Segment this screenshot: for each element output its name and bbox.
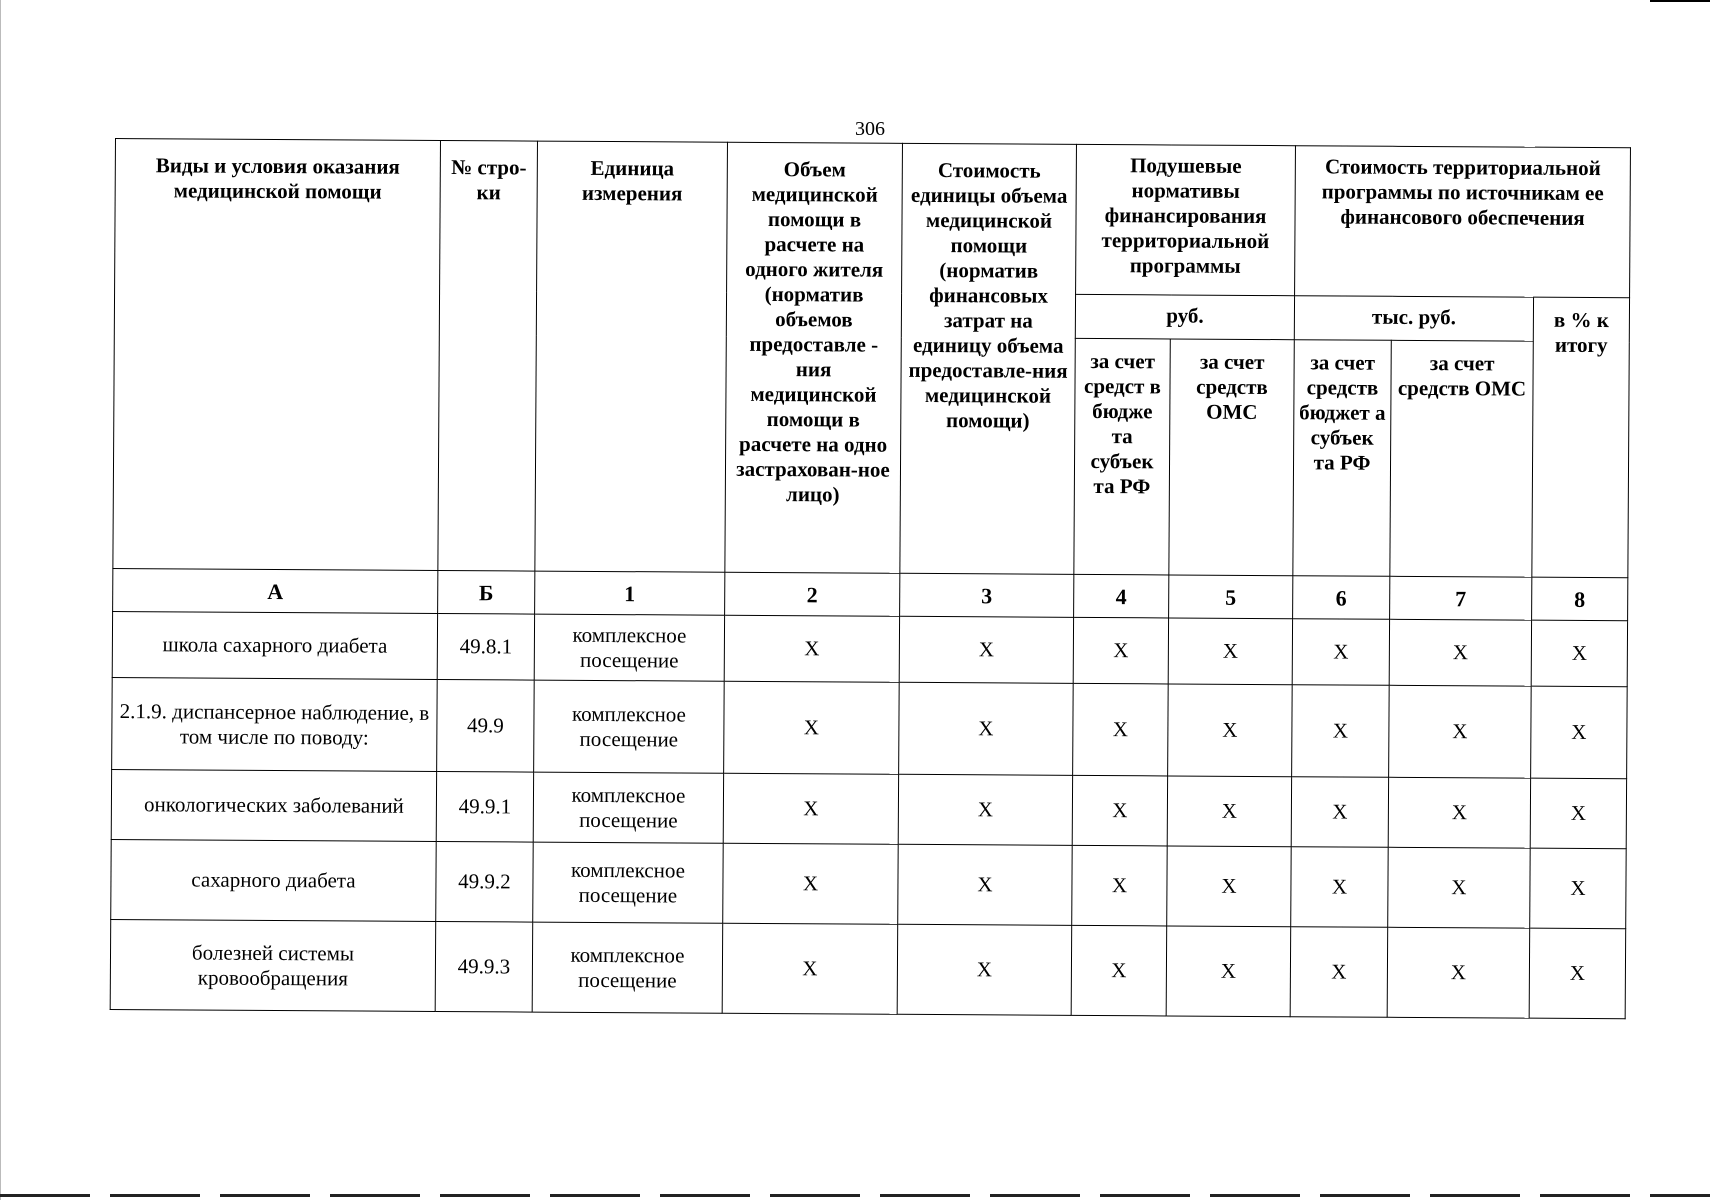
header-per-capita: Подушевые нормативы финансирования территориальной программы	[1076, 144, 1296, 295]
header-row-no: № стро-ки	[438, 140, 538, 571]
row-value-cell: X	[1071, 925, 1167, 1016]
financing-table	[110, 138, 1631, 1019]
row-name-cell: сахарного диабета	[111, 839, 436, 921]
row-value-cell: X	[1290, 927, 1388, 1018]
row-value-cell: X	[1530, 848, 1627, 929]
column-number: Б	[438, 570, 535, 614]
row-number-cell: 49.9.2	[436, 841, 533, 922]
row-unit-cell: комплексное посещение	[534, 680, 725, 773]
header-rub: руб.	[1075, 294, 1294, 339]
row-unit-cell: комплексное посещение	[533, 772, 723, 843]
row-value-cell: X	[724, 615, 899, 682]
row-name-cell: онкологических заболеваний	[111, 769, 436, 841]
header-thousand-rub: тыс. руб.	[1294, 296, 1533, 341]
table-row	[110, 919, 1626, 1018]
row-name-cell: 2.1.9. диспансерное наблюдение, в том числе по поводу:	[112, 677, 438, 771]
header-program-cost: Стоимость территориальной программы по источникам ее финансового обеспечения	[1295, 146, 1631, 298]
row-value-cell: X	[1072, 845, 1167, 926]
row-number-cell: 49.9	[437, 679, 535, 772]
table-row	[112, 677, 1628, 778]
row-value-cell: X	[1168, 684, 1293, 777]
row-value-cell: X	[899, 616, 1073, 683]
row-value-cell: X	[1291, 777, 1388, 848]
row-value-cell: X	[1168, 618, 1292, 685]
page-number: 306	[855, 118, 885, 140]
column-number: 3	[900, 573, 1074, 617]
row-value-cell: X	[724, 681, 900, 774]
row-value-cell: X	[897, 924, 1072, 1015]
scan-top-rule	[1650, 0, 1710, 2]
header-kind: Виды и условия оказания медицинской помощи	[113, 139, 441, 571]
row-value-cell: X	[1530, 778, 1626, 849]
column-number: 7	[1390, 576, 1532, 620]
row-name-cell: болезней системы кровообращения	[110, 919, 436, 1011]
row-value-cell: X	[1166, 926, 1291, 1017]
row-value-cell: X	[1292, 685, 1390, 778]
table-row	[111, 839, 1626, 928]
row-unit-cell: комплексное посещение	[533, 842, 723, 923]
row-number-cell: 49.9.3	[435, 921, 533, 1012]
row-value-cell: X	[1073, 683, 1169, 776]
column-number: 5	[1169, 575, 1293, 619]
row-unit-cell: комплексное посещение	[534, 614, 724, 681]
table-row	[111, 769, 1626, 848]
row-value-cell: X	[1529, 928, 1626, 1019]
row-value-cell: X	[1388, 847, 1530, 928]
row-value-cell: X	[1387, 927, 1530, 1018]
column-number: 6	[1293, 576, 1390, 620]
row-value-cell: X	[1167, 776, 1291, 847]
header-percent: в % к итогу	[1532, 297, 1630, 578]
column-number: 8	[1532, 577, 1628, 621]
row-value-cell: X	[1072, 775, 1167, 846]
header-unit: Единица измерения	[535, 141, 728, 572]
row-value-cell: X	[1291, 847, 1388, 928]
column-number: 1	[535, 571, 725, 615]
row-value-cell: X	[1531, 620, 1627, 687]
header-budget-thousand: за счет средств бюджет а субъек та РФ	[1293, 340, 1391, 577]
header-budget-rub: за счет средст в бюдже та субъек та РФ	[1074, 338, 1170, 575]
row-number-cell: 49.8.1	[437, 613, 534, 680]
header-cost: Стоимость единицы объема медицинской помощи (норматив финансовых затрат на единицу объема предоставле-ния медицинской помощи)	[900, 143, 1077, 574]
table-row	[112, 611, 1627, 686]
row-value-cell: X	[723, 773, 898, 844]
row-unit-cell: комплексное посещение	[532, 922, 723, 1013]
row-value-cell: X	[898, 844, 1072, 925]
scan-bottom-edge	[0, 1194, 1710, 1197]
row-value-cell: X	[899, 682, 1074, 775]
column-number: А	[113, 568, 438, 613]
row-value-cell: X	[1389, 685, 1532, 778]
row-value-cell: X	[898, 774, 1072, 845]
row-value-cell: X	[1292, 619, 1389, 686]
header-oms-thousand: за счет средств ОМС	[1390, 340, 1533, 577]
row-value-cell: X	[1531, 686, 1628, 779]
header-oms-rub: за счет средств ОМС	[1169, 339, 1294, 576]
row-name-cell: школа сахарного диабета	[112, 611, 437, 679]
header-volume: Объем медицинской помощи в расчете на одного жителя (норматив объемов предоставле - ния медицинской помощи в расчете на одно застрахован-ное лицо)	[725, 142, 903, 573]
header-row-1	[115, 139, 1631, 298]
column-number: 4	[1074, 574, 1169, 618]
row-value-cell: X	[723, 843, 898, 924]
row-number-cell: 49.9.1	[436, 771, 533, 842]
row-value-cell: X	[1167, 846, 1291, 927]
row-value-cell: X	[1388, 777, 1530, 848]
table-body	[110, 611, 1627, 1018]
row-value-cell: X	[722, 923, 898, 1014]
scan-left-edge	[0, 0, 1, 1200]
row-value-cell: X	[1389, 619, 1531, 686]
column-number: 2	[725, 572, 900, 616]
row-value-cell: X	[1073, 617, 1168, 684]
